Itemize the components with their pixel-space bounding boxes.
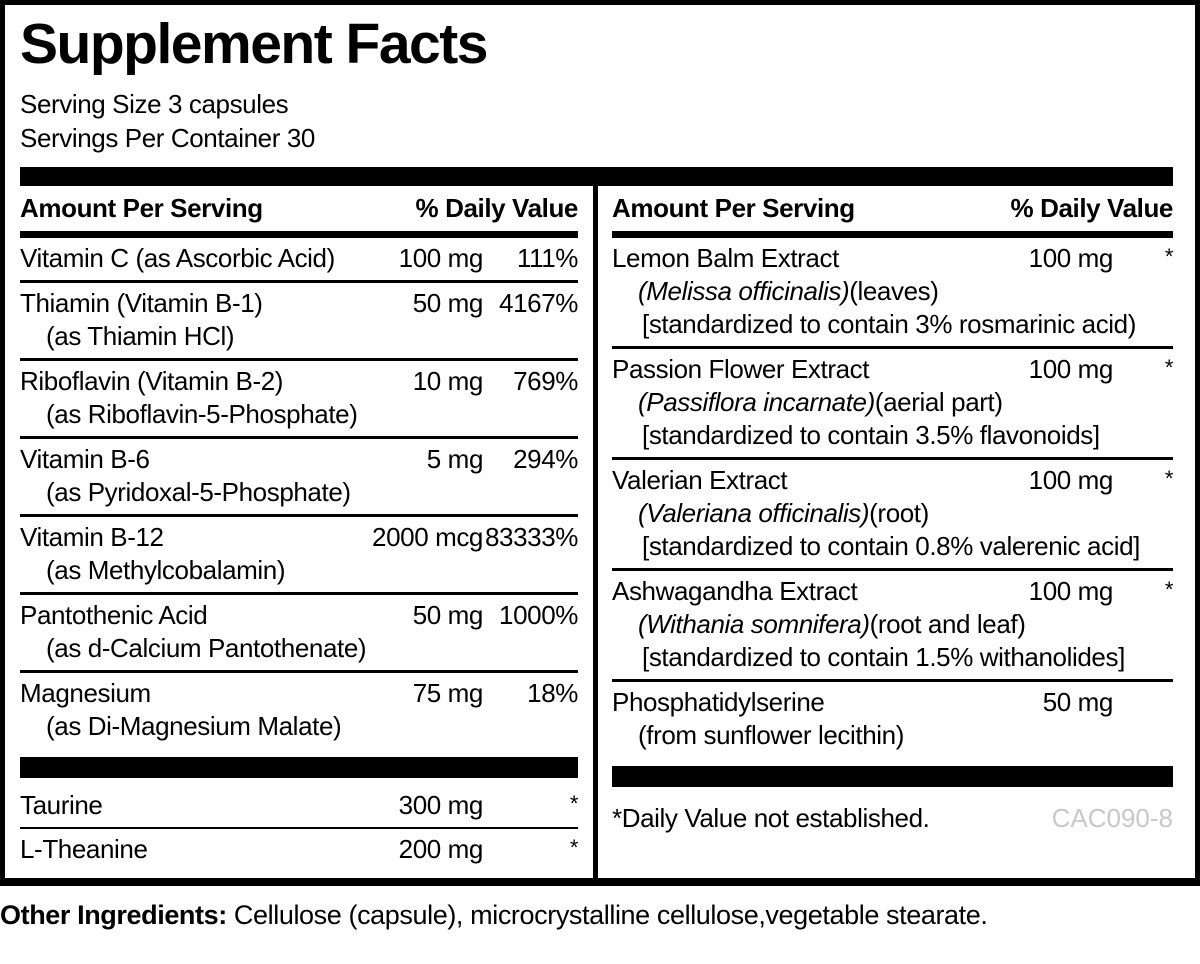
nutrient-daily-value: 18%	[527, 678, 578, 708]
botanical-source-line	[612, 719, 1173, 752]
nutrient-daily-value: *	[569, 791, 578, 816]
nutrient-daily-value: 294%	[513, 444, 578, 474]
nutrient-name: Vitamin C (as Ascorbic Acid)	[20, 243, 335, 273]
footnote-row	[612, 794, 1173, 835]
right-column	[612, 186, 1173, 878]
nutrient-name: Taurine	[20, 790, 103, 820]
nutrient-form-line: (as Riboflavin-5-Phosphate)	[46, 399, 358, 429]
nutrient-row	[20, 673, 578, 748]
botanical-plant-part: (leaves)	[849, 276, 939, 306]
botanical-daily-value: *	[1164, 244, 1173, 269]
nutrient-row	[20, 283, 578, 361]
nutrient-amount: 2000 mcg	[372, 522, 483, 552]
left-column	[20, 186, 578, 878]
other-ingredients	[0, 898, 1200, 932]
nutrient-row	[20, 829, 578, 871]
botanical-daily-value	[1113, 686, 1173, 688]
botanical-amount: 50 mg	[1042, 687, 1113, 717]
left-section-divider-bar	[20, 757, 578, 778]
nutrient-row	[20, 595, 578, 673]
product-code: CAC090-8	[1051, 803, 1173, 833]
nutrient-form-line: (as Methylcobalamin)	[46, 555, 286, 585]
servings-per-container: Servings Per Container 30	[20, 123, 315, 153]
nutrient-form-line: (as Pyridoxal-5-Phosphate)	[46, 477, 351, 507]
botanical-name: Phosphatidylserine	[612, 687, 825, 717]
serving-size: Serving Size 3 capsules	[20, 89, 289, 119]
amino-acid-rows	[20, 785, 578, 871]
botanical-latin-name: (Withania somnifera)	[638, 609, 870, 639]
nutrient-amount: 300 mg	[398, 790, 483, 820]
nutrient-name: Vitamin B-6	[20, 444, 150, 474]
botanical-name: Lemon Balm Extract	[612, 243, 839, 273]
nutrient-amount: 5 mg	[426, 444, 483, 474]
right-section-divider-bar	[612, 766, 1173, 787]
header-separator-bar	[20, 167, 1173, 186]
botanical-row	[612, 238, 1173, 349]
nutrient-daily-value: 1000%	[499, 600, 578, 630]
daily-value-heading: % Daily Value	[1010, 193, 1173, 223]
left-column-header	[20, 186, 578, 238]
standardization-line: [standardized to contain 1.5% withanolides]	[642, 642, 1125, 672]
nutrient-form-line: (as d-Calcium Pantothenate)	[46, 633, 367, 663]
nutrient-name: Vitamin B-12	[20, 522, 164, 552]
botanical-plant-part: (root and leaf)	[869, 609, 1026, 639]
nutrient-name: Pantothenic Acid	[20, 600, 208, 630]
botanical-plant-part: (aerial part)	[874, 387, 1003, 417]
column-divider	[578, 186, 612, 878]
nutrient-row	[20, 361, 578, 439]
nutrient-daily-value: 4167%	[499, 288, 578, 318]
botanical-row	[612, 571, 1173, 682]
vitamin-rows	[20, 238, 578, 748]
botanical-daily-value: *	[1164, 466, 1173, 491]
nutrient-daily-value: 83333%	[484, 522, 578, 552]
nutrient-amount: 50 mg	[412, 288, 483, 318]
botanical-rows	[612, 238, 1173, 757]
other-ingredients-label: Other Ingredients:	[0, 900, 227, 930]
botanical-latin-name: (Valeriana officinalis)	[638, 498, 870, 528]
nutrient-name: Riboflavin (Vitamin B-2)	[20, 366, 284, 396]
nutrient-name: Magnesium	[20, 678, 151, 708]
nutrient-row	[20, 785, 578, 829]
botanical-name: Valerian Extract	[612, 465, 788, 495]
nutrient-amount: 200 mg	[398, 834, 483, 864]
botanical-amount: 100 mg	[1028, 576, 1113, 606]
botanical-latin-name: (Passiflora incarnate)	[638, 387, 875, 417]
amount-per-serving-heading: Amount Per Serving	[612, 193, 855, 223]
nutrient-name: L-Theanine	[20, 834, 148, 864]
panel-title: Supplement Facts	[20, 12, 487, 76]
nutrient-name: Thiamin (Vitamin B-1)	[20, 288, 263, 318]
nutrient-amount: 10 mg	[412, 366, 483, 396]
facts-columns	[20, 186, 1173, 878]
botanical-source-line	[612, 497, 1173, 530]
nutrient-row	[20, 439, 578, 517]
nutrient-amount: 100 mg	[398, 243, 483, 273]
nutrient-row	[20, 517, 578, 595]
botanical-source-line	[612, 386, 1173, 419]
nutrient-daily-value: 769%	[513, 366, 578, 396]
botanical-row	[612, 682, 1173, 757]
botanical-source-line	[612, 608, 1173, 641]
botanical-row	[612, 349, 1173, 460]
botanical-plant-part: (root)	[869, 498, 929, 528]
botanical-amount: 100 mg	[1028, 243, 1113, 273]
botanical-daily-value: *	[1164, 577, 1173, 602]
right-column-header	[612, 186, 1173, 238]
amount-per-serving-heading: Amount Per Serving	[20, 193, 263, 223]
botanical-row	[612, 460, 1173, 571]
botanical-name: Ashwagandha Extract	[612, 576, 858, 606]
nutrient-daily-value: *	[569, 835, 578, 860]
nutrient-daily-value: 111%	[516, 243, 578, 273]
nutrient-form-line: (as Thiamin HCl)	[46, 321, 235, 351]
botanical-name: Passion Flower Extract	[612, 354, 870, 384]
nutrient-amount: 75 mg	[412, 678, 483, 708]
standardization-line: [standardized to contain 0.8% valerenic acid]	[642, 531, 1140, 561]
botanical-latin-name: (Melissa officinalis)	[638, 276, 850, 306]
botanical-source-line	[612, 275, 1173, 308]
botanical-daily-value: *	[1164, 355, 1173, 380]
botanical-amount: 100 mg	[1028, 354, 1113, 384]
nutrient-amount: 50 mg	[412, 600, 483, 630]
other-ingredients-text: Cellulose (capsule), microcrystalline cellulose,vegetable stearate.	[226, 900, 988, 930]
nutrient-form-line: (as Di-Magnesium Malate)	[46, 711, 342, 741]
standardization-line: [standardized to contain 3% rosmarinic acid)	[642, 309, 1136, 339]
botanical-plant-part: (from sunflower lecithin)	[638, 720, 904, 750]
daily-value-footnote: *Daily Value not established.	[612, 803, 930, 833]
serving-info	[20, 87, 1173, 155]
nutrient-row	[20, 238, 578, 283]
botanical-amount: 100 mg	[1028, 465, 1113, 495]
daily-value-heading: % Daily Value	[415, 193, 578, 223]
standardization-line: [standardized to contain 3.5% flavonoids]	[642, 420, 1100, 450]
